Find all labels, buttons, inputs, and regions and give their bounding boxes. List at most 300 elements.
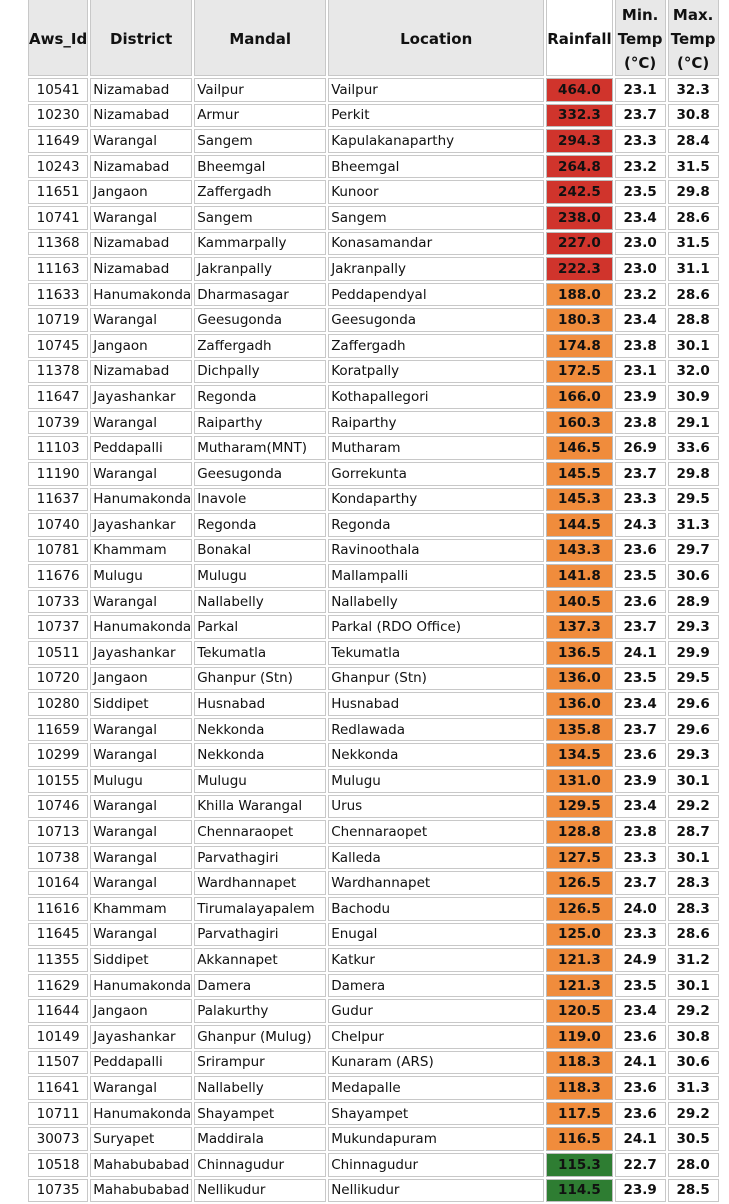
cell-min-temp: 23.3 [615,488,666,512]
cell-aws-id: 10738 [28,846,88,870]
cell-aws-id: 10720 [28,667,88,691]
cell-district: Jangaon [90,334,192,358]
table-row [28,897,719,921]
cell-location: Mulugu [328,769,544,793]
cell-max-temp: 31.5 [668,232,719,256]
cell-mandal: Nallabelly [194,590,326,614]
cell-min-temp: 23.3 [615,846,666,870]
cell-mandal: Regonda [194,385,326,409]
cell-location: Konasamandar [328,232,544,256]
table-row [28,974,719,998]
cell-aws-id: 11676 [28,564,88,588]
cell-max-temp: 29.8 [668,462,719,486]
cell-aws-id: 11355 [28,948,88,972]
cell-max-temp: 28.7 [668,820,719,844]
table-row [28,667,719,691]
cell-min-temp: 23.4 [615,692,666,716]
cell-max-temp: 29.9 [668,641,719,665]
cell-aws-id: 11616 [28,897,88,921]
cell-max-temp: 28.8 [668,308,719,332]
table-row [28,641,719,665]
table-row [28,283,719,307]
cell-district: Jangaon [90,667,192,691]
cell-min-temp: 23.9 [615,769,666,793]
cell-aws-id: 10737 [28,615,88,639]
cell-district: Khammam [90,539,192,563]
table-header-row [28,0,719,76]
table-row [28,308,719,332]
cell-mandal: Sangem [194,206,326,230]
table-row [28,539,719,563]
cell-max-temp: 29.2 [668,999,719,1023]
cell-aws-id: 10511 [28,641,88,665]
table-row [28,360,719,384]
cell-location: Kothapallegori [328,385,544,409]
cell-location: Tekumatla [328,641,544,665]
cell-mandal: Mulugu [194,769,326,793]
cell-mandal: Damera [194,974,326,998]
cell-mandal: Khilla Warangal [194,795,326,819]
cell-rainfall: 180.3 [546,308,612,332]
cell-mandal: Armur [194,104,326,128]
cell-district: Nizamabad [90,232,192,256]
cell-min-temp: 23.7 [615,871,666,895]
cell-max-temp: 30.1 [668,846,719,870]
table-row [28,820,719,844]
cell-min-temp: 23.4 [615,999,666,1023]
cell-max-temp: 30.1 [668,334,719,358]
cell-location: Geesugonda [328,308,544,332]
table-row [28,232,719,256]
cell-min-temp: 23.2 [615,155,666,179]
cell-aws-id: 11659 [28,718,88,742]
table-row [28,385,719,409]
cell-max-temp: 30.9 [668,385,719,409]
cell-rainfall: 238.0 [546,206,612,230]
cell-min-temp: 23.7 [615,462,666,486]
cell-mandal: Ghanpur (Stn) [194,667,326,691]
cell-rainfall: 118.3 [546,1076,612,1100]
cell-aws-id: 10280 [28,692,88,716]
cell-rainfall: 115.3 [546,1153,612,1177]
cell-district: Warangal [90,846,192,870]
table-row [28,488,719,512]
table-row [28,743,719,767]
cell-rainfall: 144.5 [546,513,612,537]
table-row [28,718,719,742]
cell-min-temp: 23.8 [615,334,666,358]
cell-min-temp: 23.7 [615,718,666,742]
header-mandal: Mandal [194,0,326,76]
table-row [28,513,719,537]
cell-mandal: Zaffergadh [194,334,326,358]
cell-district: Jayashankar [90,385,192,409]
table-row [28,436,719,460]
cell-rainfall: 117.5 [546,1102,612,1126]
cell-rainfall: 126.5 [546,897,612,921]
cell-location: Peddapendyal [328,283,544,307]
cell-max-temp: 28.6 [668,283,719,307]
cell-district: Warangal [90,718,192,742]
cell-mandal: Parvathagiri [194,846,326,870]
cell-mandal: Vailpur [194,78,326,102]
table-row [28,155,719,179]
table-row [28,590,719,614]
cell-mandal: Srirampur [194,1051,326,1075]
cell-location: Wardhannapet [328,871,544,895]
cell-aws-id: 11645 [28,923,88,947]
cell-rainfall: 166.0 [546,385,612,409]
cell-aws-id: 11190 [28,462,88,486]
cell-aws-id: 10711 [28,1102,88,1126]
cell-mandal: Nellikudur [194,1179,326,1203]
cell-location: Kunaram (ARS) [328,1051,544,1075]
cell-district: Warangal [90,1076,192,1100]
cell-max-temp: 28.6 [668,923,719,947]
cell-min-temp: 23.6 [615,539,666,563]
table-row [28,78,719,102]
cell-mandal: Wardhannapet [194,871,326,895]
table-row [28,769,719,793]
table-row [28,948,719,972]
table-row [28,104,719,128]
cell-aws-id: 11644 [28,999,88,1023]
cell-aws-id: 11378 [28,360,88,384]
cell-aws-id: 11633 [28,283,88,307]
cell-district: Hanumakonda [90,283,192,307]
cell-max-temp: 30.1 [668,769,719,793]
table-row [28,923,719,947]
cell-min-temp: 23.5 [615,564,666,588]
table-row [28,1153,719,1177]
cell-district: Warangal [90,590,192,614]
cell-min-temp: 23.6 [615,1102,666,1126]
cell-location: Gudur [328,999,544,1023]
cell-rainfall: 136.0 [546,692,612,716]
cell-min-temp: 23.3 [615,129,666,153]
cell-rainfall: 121.3 [546,974,612,998]
cell-aws-id: 11103 [28,436,88,460]
cell-district: Hanumakonda [90,488,192,512]
cell-mandal: Dichpally [194,360,326,384]
cell-district: Jayashankar [90,641,192,665]
table-row [28,1179,719,1203]
cell-mandal: Tirumalayapalem [194,897,326,921]
cell-aws-id: 30073 [28,1127,88,1151]
cell-district: Warangal [90,795,192,819]
cell-min-temp: 23.0 [615,257,666,281]
cell-min-temp: 24.1 [615,1051,666,1075]
cell-aws-id: 10243 [28,155,88,179]
cell-max-temp: 29.7 [668,539,719,563]
cell-rainfall: 264.8 [546,155,612,179]
cell-aws-id: 10746 [28,795,88,819]
cell-max-temp: 33.6 [668,436,719,460]
cell-district: Khammam [90,897,192,921]
cell-mandal: Shayampet [194,1102,326,1126]
cell-rainfall: 160.3 [546,411,612,435]
cell-district: Warangal [90,129,192,153]
cell-mandal: Kammarpally [194,232,326,256]
cell-location: Regonda [328,513,544,537]
cell-aws-id: 10230 [28,104,88,128]
cell-location: Mallampalli [328,564,544,588]
cell-location: Damera [328,974,544,998]
cell-aws-id: 10741 [28,206,88,230]
cell-district: Hanumakonda [90,974,192,998]
cell-district: Jayashankar [90,1025,192,1049]
table-row [28,129,719,153]
cell-mandal: Dharmasagar [194,283,326,307]
cell-district: Hanumakonda [90,615,192,639]
cell-min-temp: 23.7 [615,615,666,639]
cell-aws-id: 10781 [28,539,88,563]
cell-min-temp: 23.3 [615,923,666,947]
cell-rainfall: 114.5 [546,1179,612,1203]
cell-location: Kapulakanaparthy [328,129,544,153]
cell-mandal: Parvathagiri [194,923,326,947]
cell-rainfall: 127.5 [546,846,612,870]
cell-max-temp: 29.2 [668,1102,719,1126]
cell-aws-id: 11641 [28,1076,88,1100]
table-row [28,257,719,281]
cell-mandal: Akkannapet [194,948,326,972]
cell-mandal: Geesugonda [194,308,326,332]
cell-location: Bachodu [328,897,544,921]
cell-max-temp: 28.3 [668,871,719,895]
cell-max-temp: 28.4 [668,129,719,153]
cell-district: Jayashankar [90,513,192,537]
cell-rainfall: 143.3 [546,539,612,563]
cell-rainfall: 121.3 [546,948,612,972]
header-max-temp: Max. Temp (°C) [668,0,719,76]
cell-mandal: Ghanpur (Mulug) [194,1025,326,1049]
cell-location: Urus [328,795,544,819]
cell-location: Kunoor [328,180,544,204]
cell-mandal: Zaffergadh [194,180,326,204]
cell-aws-id: 10518 [28,1153,88,1177]
cell-max-temp: 29.6 [668,718,719,742]
cell-rainfall: 136.5 [546,641,612,665]
cell-min-temp: 24.0 [615,897,666,921]
cell-aws-id: 10740 [28,513,88,537]
cell-mandal: Chinnagudur [194,1153,326,1177]
cell-mandal: Chennaraopet [194,820,326,844]
cell-location: Raiparthy [328,411,544,435]
cell-district: Jangaon [90,180,192,204]
cell-aws-id: 11507 [28,1051,88,1075]
cell-max-temp: 28.6 [668,206,719,230]
cell-rainfall: 125.0 [546,923,612,947]
cell-rainfall: 136.0 [546,667,612,691]
cell-mandal: Regonda [194,513,326,537]
cell-location: Ghanpur (Stn) [328,667,544,691]
cell-district: Warangal [90,411,192,435]
cell-min-temp: 23.4 [615,795,666,819]
cell-aws-id: 10299 [28,743,88,767]
table-row [28,462,719,486]
cell-aws-id: 11651 [28,180,88,204]
cell-rainfall: 172.5 [546,360,612,384]
cell-location: Chelpur [328,1025,544,1049]
cell-aws-id: 11637 [28,488,88,512]
table-row [28,564,719,588]
cell-rainfall: 137.3 [546,615,612,639]
cell-max-temp: 28.5 [668,1179,719,1203]
cell-min-temp: 23.6 [615,590,666,614]
cell-max-temp: 29.8 [668,180,719,204]
cell-min-temp: 24.3 [615,513,666,537]
cell-aws-id: 10733 [28,590,88,614]
cell-district: Peddapalli [90,436,192,460]
cell-location: Shayampet [328,1102,544,1126]
cell-max-temp: 30.1 [668,974,719,998]
cell-min-temp: 23.9 [615,1179,666,1203]
cell-min-temp: 26.9 [615,436,666,460]
cell-max-temp: 29.5 [668,488,719,512]
cell-rainfall: 145.3 [546,488,612,512]
cell-mandal: Nallabelly [194,1076,326,1100]
cell-max-temp: 31.5 [668,155,719,179]
cell-location: Gorrekunta [328,462,544,486]
cell-location: Perkit [328,104,544,128]
cell-max-temp: 29.3 [668,743,719,767]
cell-min-temp: 24.1 [615,1127,666,1151]
cell-district: Peddapalli [90,1051,192,1075]
cell-location: Bheemgal [328,155,544,179]
table-row [28,795,719,819]
cell-district: Mahabubabad [90,1179,192,1203]
table-row [28,615,719,639]
cell-max-temp: 29.2 [668,795,719,819]
cell-location: Kalleda [328,846,544,870]
cell-district: Warangal [90,462,192,486]
cell-max-temp: 32.3 [668,78,719,102]
cell-district: Mulugu [90,769,192,793]
cell-location: Enugal [328,923,544,947]
cell-max-temp: 31.2 [668,948,719,972]
cell-rainfall: 140.5 [546,590,612,614]
cell-min-temp: 23.6 [615,1076,666,1100]
cell-mandal: Raiparthy [194,411,326,435]
cell-min-temp: 23.0 [615,232,666,256]
cell-min-temp: 23.6 [615,1025,666,1049]
cell-location: Jakranpally [328,257,544,281]
cell-mandal: Husnabad [194,692,326,716]
cell-district: Nizamabad [90,78,192,102]
cell-location: Zaffergadh [328,334,544,358]
cell-mandal: Jakranpally [194,257,326,281]
cell-max-temp: 30.8 [668,1025,719,1049]
cell-max-temp: 29.5 [668,667,719,691]
cell-rainfall: 134.5 [546,743,612,767]
cell-mandal: Inavole [194,488,326,512]
cell-min-temp: 23.1 [615,78,666,102]
table-row [28,1051,719,1075]
cell-district: Warangal [90,871,192,895]
cell-aws-id: 10719 [28,308,88,332]
cell-min-temp: 23.2 [615,283,666,307]
cell-mandal: Maddirala [194,1127,326,1151]
cell-max-temp: 29.1 [668,411,719,435]
table-row [28,180,719,204]
cell-location: Koratpally [328,360,544,384]
cell-rainfall: 145.5 [546,462,612,486]
cell-location: Kondaparthy [328,488,544,512]
cell-location: Chinnagudur [328,1153,544,1177]
cell-location: Nallabelly [328,590,544,614]
cell-mandal: Bonakal [194,539,326,563]
cell-district: Nizamabad [90,104,192,128]
cell-mandal: Mutharam(MNT) [194,436,326,460]
cell-max-temp: 28.9 [668,590,719,614]
cell-rainfall: 294.3 [546,129,612,153]
cell-min-temp: 23.9 [615,385,666,409]
cell-aws-id: 10735 [28,1179,88,1203]
table-row [28,999,719,1023]
cell-rainfall: 118.3 [546,1051,612,1075]
cell-aws-id: 11368 [28,232,88,256]
table-row [28,1127,719,1151]
cell-mandal: Mulugu [194,564,326,588]
cell-rainfall: 120.5 [546,999,612,1023]
cell-location: Redlawada [328,718,544,742]
table-row [28,1076,719,1100]
cell-rainfall: 332.3 [546,104,612,128]
cell-min-temp: 23.4 [615,206,666,230]
cell-min-temp: 23.7 [615,104,666,128]
cell-district: Warangal [90,206,192,230]
rainfall-table [26,0,721,1204]
cell-rainfall: 126.5 [546,871,612,895]
cell-aws-id: 11649 [28,129,88,153]
cell-rainfall: 242.5 [546,180,612,204]
cell-aws-id: 11163 [28,257,88,281]
cell-min-temp: 23.5 [615,974,666,998]
cell-location: Husnabad [328,692,544,716]
cell-rainfall: 188.0 [546,283,612,307]
cell-mandal: Nekkonda [194,743,326,767]
table-row [28,692,719,716]
cell-rainfall: 131.0 [546,769,612,793]
cell-max-temp: 29.3 [668,615,719,639]
cell-aws-id: 10745 [28,334,88,358]
table-row [28,1025,719,1049]
cell-min-temp: 22.7 [615,1153,666,1177]
cell-max-temp: 32.0 [668,360,719,384]
cell-location: Parkal (RDO Office) [328,615,544,639]
cell-district: Siddipet [90,692,192,716]
cell-district: Siddipet [90,948,192,972]
cell-location: Vailpur [328,78,544,102]
cell-rainfall: 141.8 [546,564,612,588]
cell-district: Mulugu [90,564,192,588]
cell-min-temp: 24.1 [615,641,666,665]
cell-location: Katkur [328,948,544,972]
table-row [28,206,719,230]
cell-district: Nizamabad [90,155,192,179]
cell-location: Sangem [328,206,544,230]
cell-location: Mukundapuram [328,1127,544,1151]
cell-mandal: Nekkonda [194,718,326,742]
cell-location: Medapalle [328,1076,544,1100]
cell-aws-id: 10541 [28,78,88,102]
cell-district: Warangal [90,743,192,767]
cell-max-temp: 31.3 [668,1076,719,1100]
cell-rainfall: 128.8 [546,820,612,844]
cell-rainfall: 146.5 [546,436,612,460]
cell-mandal: Bheemgal [194,155,326,179]
